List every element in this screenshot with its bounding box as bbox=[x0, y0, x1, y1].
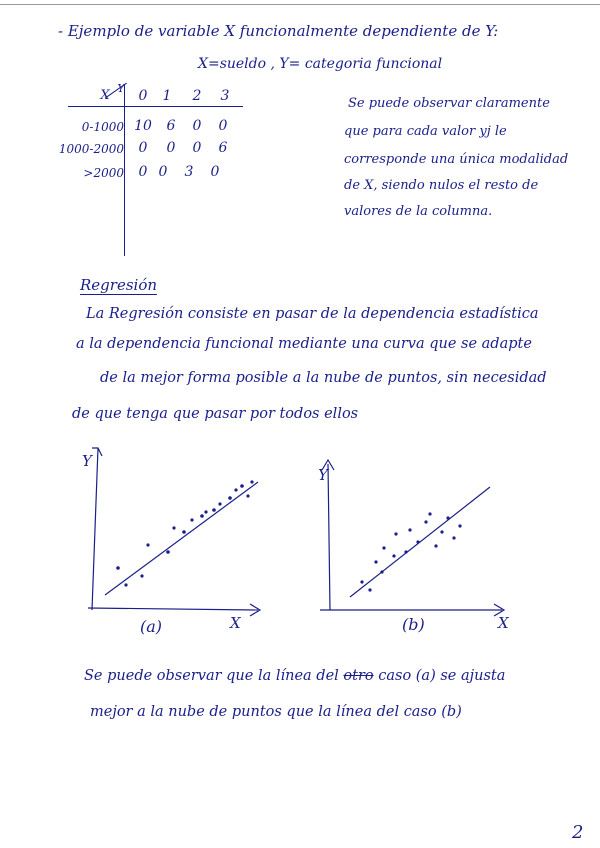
struck-word: otro bbox=[343, 668, 374, 684]
table-cell: 10 bbox=[134, 118, 152, 134]
regression-line: de que tenga que pasar por todos ellos bbox=[72, 406, 359, 422]
regression-line: de la mejor forma posible a la nube de puntos, sin necesidad bbox=[100, 370, 547, 386]
plot-b-y-label: Y bbox=[318, 466, 328, 484]
table-cell: 6 bbox=[166, 118, 176, 134]
table-col-header: 1 bbox=[162, 88, 172, 104]
page-number: 2 bbox=[572, 822, 584, 843]
table-vertical-rule bbox=[124, 84, 125, 256]
table-cell: 0 bbox=[166, 140, 176, 156]
table-cell: 0 bbox=[138, 164, 148, 180]
table-cell: 0 bbox=[192, 118, 202, 134]
y-axis bbox=[328, 464, 330, 610]
plot-b-caption: (b) bbox=[402, 615, 425, 634]
table-row-label: >2000 bbox=[83, 166, 124, 180]
note-line: corresponde una única modalidad bbox=[344, 152, 569, 167]
note-line: Se puede observar claramente bbox=[348, 96, 550, 111]
data-points-a bbox=[116, 480, 253, 586]
page-heading: - Ejemplo de variable X funcionalmente dependiente de Y: bbox=[58, 22, 499, 40]
note-line: de X, siendo nulos el resto de bbox=[344, 178, 539, 193]
conclusion-line-1 bbox=[84, 668, 505, 684]
plot-a-y-label: Y bbox=[82, 452, 92, 470]
conclusion-text: Se puede observar que la línea del bbox=[84, 668, 339, 684]
regression-line-a bbox=[105, 482, 258, 595]
y-axis bbox=[92, 448, 98, 610]
scatter-plot-b bbox=[310, 452, 520, 642]
regression-line: a la dependencia funcional mediante una curva que se adapte bbox=[76, 336, 532, 352]
top-border bbox=[0, 4, 600, 5]
table-col-header: 3 bbox=[220, 88, 230, 104]
contingency-table bbox=[58, 84, 248, 256]
plot-a-x-label: X bbox=[230, 614, 241, 632]
table-col-var: Y bbox=[117, 82, 125, 95]
regression-line: La Regresión consiste en pasar de la dependencia estadística bbox=[86, 306, 539, 322]
table-row-var: X bbox=[100, 88, 110, 103]
table-row-label: 0-1000 bbox=[81, 120, 124, 134]
table-cell: 0 bbox=[218, 118, 228, 134]
note-line: valores de la columna. bbox=[344, 204, 493, 219]
table-cell: 0 bbox=[210, 164, 220, 180]
table-cell: 0 bbox=[158, 164, 168, 180]
plot-b-x-label: X bbox=[498, 614, 509, 632]
regression-line-b bbox=[350, 487, 490, 597]
note-line: que para cada valor yj le bbox=[344, 124, 507, 139]
table-row-label: 1000-2000 bbox=[58, 142, 124, 156]
conclusion-text: caso (a) se ajusta bbox=[378, 668, 506, 684]
table-cell: 3 bbox=[184, 164, 194, 180]
table-col-header: 0 bbox=[138, 88, 148, 104]
data-points-b bbox=[360, 512, 461, 591]
page-subheading: X=sueldo , Y= categoria funcional bbox=[198, 56, 443, 72]
plot-a-caption: (a) bbox=[140, 617, 163, 636]
conclusion-line-2: mejor a la nube de puntos que la línea del caso (b) bbox=[90, 704, 462, 720]
x-axis bbox=[88, 608, 258, 610]
table-cell: 6 bbox=[218, 140, 228, 156]
table-cell: 0 bbox=[192, 140, 202, 156]
table-horizontal-rule bbox=[68, 106, 243, 107]
scatter-plot-a bbox=[80, 440, 280, 640]
y-axis-arrow bbox=[92, 448, 102, 456]
table-col-header: 2 bbox=[192, 88, 202, 104]
table-cell: 0 bbox=[138, 140, 148, 156]
regression-title: Regresión bbox=[80, 276, 158, 294]
